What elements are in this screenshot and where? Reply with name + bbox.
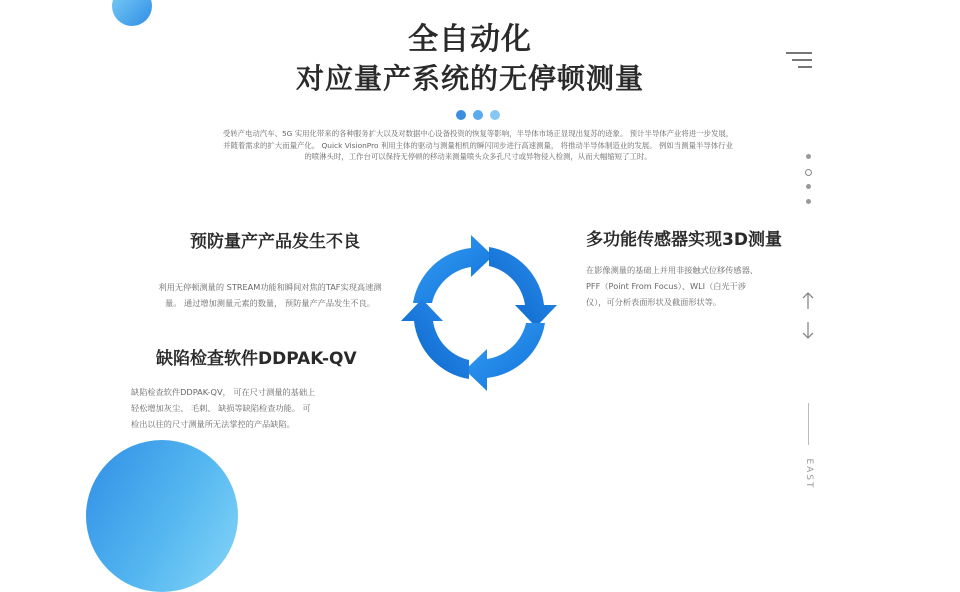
arrow-up-icon[interactable]: [800, 291, 816, 311]
arrow-down-icon[interactable]: [800, 320, 816, 340]
section-body-prevent: [130, 279, 410, 311]
page-indicator-dot[interactable]: [806, 154, 811, 159]
section-body-line: 仪），可分析表面形状及截面形状等。: [586, 297, 722, 307]
menu-icon-bar: [792, 59, 812, 61]
title-dot: [490, 110, 500, 120]
menu-icon-bar: [798, 66, 812, 68]
side-label: EAST: [804, 458, 814, 490]
section-body-line: PFF（Point From Focus）、WLI（白光干涉: [586, 281, 747, 291]
section-body-line: 轻松增加灰尘、 毛刺、 缺损等缺陷检查功能。 可: [131, 403, 311, 413]
section-body-line: 量。 通过增加测量元素的数量， 预防量产产品发生不良。: [165, 298, 375, 308]
section-body-line: 缺陷检查软件DDPAK-QV， 可在尺寸测量的基础上: [131, 387, 316, 397]
title-dot: [473, 110, 483, 120]
section-body-line: 在影像测量的基础上并用非接触式位移传感器、: [586, 265, 758, 275]
menu-icon-bar: [786, 52, 812, 54]
page-indicator-dot[interactable]: [806, 184, 811, 189]
section-body-sensor: [586, 262, 806, 310]
page-indicator-dot-active[interactable]: [805, 169, 812, 176]
page-title-line-2: 对应量产系统的无停顿测量: [295, 62, 644, 95]
menu-icon[interactable]: [786, 52, 812, 70]
section-body-defect: [131, 384, 381, 432]
section-body-line: 利用无停顿测量的 STREAM功能和瞬间对焦的TAF实现高速测: [158, 282, 382, 292]
page-indicator-dot[interactable]: [806, 199, 811, 204]
intro-paragraph: 受转产电动汽车、5G 实用化带来的各种服务扩大以及对数据中心设备投资的恢复等影响，半导体市场正显现出复苏的迹象。 预计半导体产业将进一步发展， 并随着需求的扩大而量产化。 Quick VisionPro 利用主体的驱动与测量相机的瞬闪同步进行高速测量， 将推动半导体制造业的发展。 例如当测量半导体行业的喷淋头时，工作台可以保持无停顿的移动来测量喷头众多孔尺寸或异物侵入检测，从而大幅缩短了工时。: [222, 129, 734, 161]
cycle-arrows-icon: [394, 222, 564, 404]
title-dots: [456, 110, 500, 120]
section-title-sensor: 多功能传感器实现3D测量: [586, 230, 782, 250]
side-divider: [808, 403, 809, 445]
section-title-defect: 缺陷检查软件DDPAK-QV: [156, 349, 357, 369]
decorative-circle-bottom: [86, 440, 238, 592]
title-dot: [456, 110, 466, 120]
page-title-line-1: 全自动化: [408, 22, 532, 57]
section-body-line: 检出以往的尺寸测量所无法掌控的产品缺陷。: [131, 419, 295, 429]
section-title-prevent: 预防量产产品发生不良: [190, 232, 360, 252]
